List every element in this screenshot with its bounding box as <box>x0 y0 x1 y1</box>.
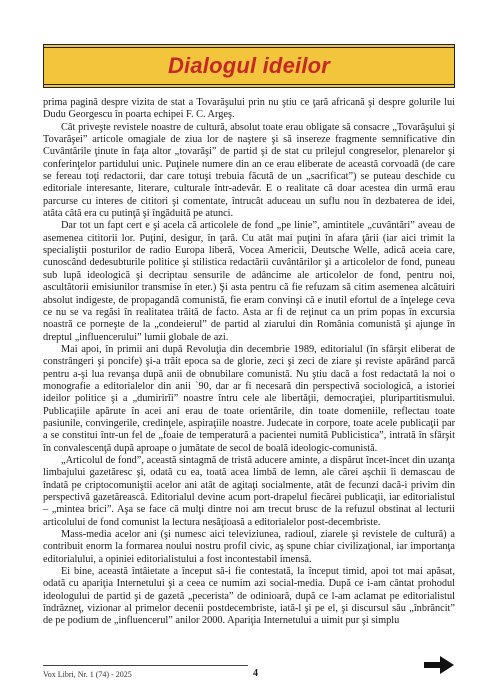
paragraph: Mai apoi, în primii ani după Revoluţia din decembrie 1989, editorialul (în sfârşit eliberat de constrângeri şi poncife) şi-a trăit epoca sa de glorie, zeci şi zeci de ziare şi reviste apărând parcă pentru a-şi lua revanşa după anii de obnubilare comunistă. Nu ştiu dacă a fost redactată la noi o monografie a editorialelor din anii `90, dar ar fi necesară din perspectivă sociologică, a istoriei ideilor politice şi a „dumirirĭi” noastre întru cele ale libertăţii, democraţiei, pluripartitismului. Publicaţiile apărute în acei ani erau de toate orientările, din toate domeniile, reflectau toate pasiunile, convingerile, credinţele, aspiraţiile noastre. Judecate in corpore, toate acele publicaţii par a se constitui într-un fel de „foaie de temperatură a pacientei numită Publicistica”, intrată în sfârşit în convalescenţă după aproape o jumătate de secol de boală ideologic-comunistă. <box>43 343 455 454</box>
paragraph: Ei bine, această întâietate a început să-i fie contestată, la început timid, apoi tot mai apăsat, odată cu apariţia Internetului şi a ceea ce numim azi social-media. După ce i-am cântat prohodul ideologului de partid şi de gazetă „pecerista” de odinioară, după ce l-am aclamat pe editorialistul îndrăzneţ, vizionar al primelor decenii postdecembriste, iată-l şi pe el, şi discursul său „înbrăncit” de pe podium de „influencerul” anilor 2000. Apariţia Internetului a uimit pur şi simplu <box>43 566 455 627</box>
arrow-right-icon[interactable] <box>424 656 454 674</box>
article-body <box>43 97 455 628</box>
page-number: 4 <box>253 668 258 679</box>
section-header-band <box>43 44 455 88</box>
footer-divider <box>43 665 248 666</box>
footer-issue: Vox Libri, Nr. 1 (74) - 2025 <box>43 670 132 679</box>
paragraph: Dar tot un fapt cert e şi acela că articolele de fond „pe linie”, amintitele „cuvântări” aveau de asemenea cititorii lor. Puţini, desigur, în ţară. Cu atât mai puţini în afara ţării (iar aici trimit la specialiştii posturilor de radio Europa liberă, Vocea Americii, Deutsche Welle, adică aceia care, cunoscând dedesubturile politice şi stilistica redactării cuvântărilor şi a articolelor de fond, puneau sub lupă ideologică şi decriptau sensurile de adâncime ale articolelor de fond, pentru noi, ascultătorii emisiunilor transmise în eter.) Şi asta pentru că fie refuzam să citim asemenea alcătuiri absolut indigeste, de propagandă comunistă, fie eram convinşi că e inutil efortul de a înţelege ceva ce nu se va regăsi în realitatea trăită de facto. Asta ar fi de reţinut ca un prim popas în excursia noastră ce porneşte de la „condeierul” de partid al ziarului din România comunistă şi ajunge în dreptul „influencerului” lumii globale de azi. <box>43 220 455 343</box>
paragraph: Cât priveşte revistele noastre de cultură, absolut toate erau obligate să consacre „Tovarăşului şi Tovarăşei” articole omagiale de ziua lor de naştere şi să insereze fragmente semnificative din Cuvântările ţinute în faţa altor „tovarăşi” de partid şi de stat cu prilejul congreselor, plenarelor şi conferinţelor partidului unic. Puţinele numere din an ce erau eliberate de această corvoadă (de care se fereau toţi redactorii, dar care totuşi trebuia făcută de un „sacrificat”) se puteau deschide cu editoriale interesante, literare, culturale într-adevăr. E o realitate că doar acestea din urmă erau parcurse cu interes de cititori şi comentate, întrucât aduceau un suflu nou în dezbaterea de idei, atâta câtă era cu putinţă şi îngăduită pe atunci. <box>43 121 455 220</box>
section-title: Dialogul ideilor <box>167 53 331 78</box>
paragraph: „Articolul de fond”, această sintagmă de tristă aducere aminte, a dispărut încet-încet din uzanţa limbajului gazetăresc şi, odată cu ea, toată acea limbă de lemn, ale cărei aşchii îi demascau de îndată pe criptocomuniştii acelor ani atât de agitaţi socialmente, atât de fecunzi dacă-i privim din perspectivă gazetărească. Editorialul devine acum port-drapelul fiecărei publicaţii, iar editorialistul – „mintea brici”. Aşa se face că mulţi dintre noi am trecut brusc de la refuzul obstinat al lecturii articolului de fond comunist la lectura nesăţioasă a editorialelor post-decembriste. <box>43 454 455 528</box>
paragraph: prima pagină despre vizita de stat a Tovarăşului prin nu ştiu ce ţară africană şi despre golurile lui Dudu Georgescu în poarta echipei F. C. Argeş. <box>43 97 455 121</box>
paragraph: Mass-media acelor ani (şi numesc aici televiziunea, radioul, ziarele şi revistele de cultură) a contribuit enorm la formarea noului nostru profil civic, aş spune chiar civilizaţional, iar importanţa editorialului, a opiniei editorialistului a fost incontestabil imensă. <box>43 529 455 565</box>
